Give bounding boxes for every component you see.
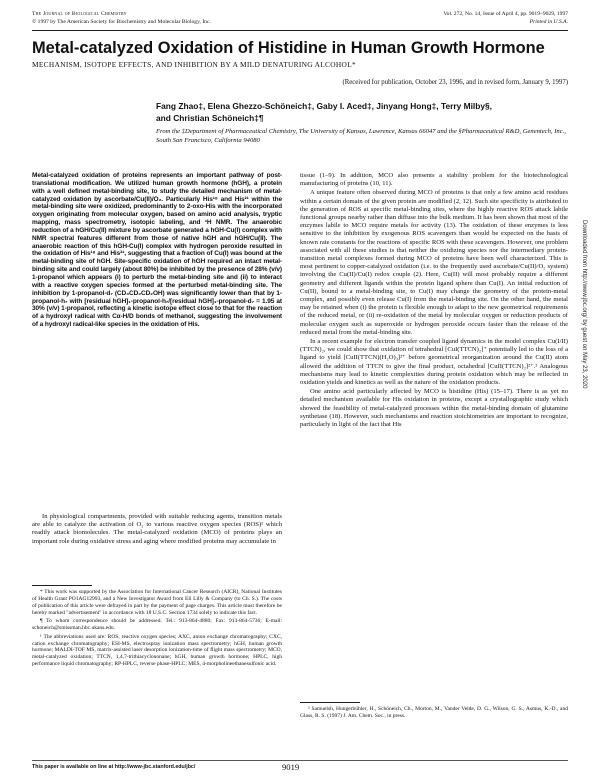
issue-header [443, 11, 568, 26]
body-paragraph: tissue (1–9). In addition, MCO also presents a stability problem for the biotechnological manufacturing of proteins (10, 11). [300, 172, 568, 188]
download-watermark [578, 220, 590, 417]
body-paragraph: A unique feature often observed during MCO of proteins is that only a few amino acid residues within a certain domain of the given protein are modified (2, 12). Such site specificity is attributed to the generation of ROS at specific metal-binding sites, where the highly reactive ROS attack labile functional groups nearby rather than diffuse into the bulk medium. It has been shown that most of the enzymes labile to MCO require metals for activity (13). The oxidation of these enzymes is less sensitive to the inhibition by exogenous ROS scavengers than would be expected on the basis of known rate constants for the reactions of specific ROS with these scavengers. However, one problem associated with all these studies is that neither the oxidizing species nor the intermediary protein-transition metal complexes formed during MCO of proteins have been well characterized. This is most pertinent to copper-catalyzed oxidation (i.e. to the frequently used ascorbate/Cu(II)/O₂ system) involving the Cu(II)/Cu(I) redox couple (2). Here, Cu(II) will most probably require a different geometry and different ligands within the protein ligand sphere than Cu(I). An initial reduction of Cu(II), bound to a metal-binding site, to Cu(I) may change the geometry of the protein-metal complex, and possibly even release Cu(I) from the metal-binding site. On the other hand, the metal may be retained when (i) the protein is flexible enough to adapt to the new geometrical requirements of the reduced metal, or (ii) re-oxidation of the metal by molecular oxygen or reduction products of molecular oxygen such as superoxide or hydrogen peroxide occurs faster than the release of the reduced metal from the metal-binding site. [300, 189, 568, 336]
journal-name: The Journal of Biological Chemistry [32, 11, 127, 17]
footer-rule [32, 760, 568, 761]
article-subtitle: MECHANISM, ISOTOPE EFFECTS, AND INHIBITION BY A MILD DENATURING ALCOHOL* [32, 60, 357, 69]
article-title: Metal-catalyzed Oxidation of Histidine in Human Growth Hormone [32, 39, 545, 57]
authors-line-2: and Christian Schöneich‡¶ [156, 112, 264, 123]
abstract: Metal-catalyzed oxidation of proteins represents an important pathway of post-translational modification. We utilized human growth hormone (hGH), a protein with a well defined metal-binding site, to study the detailed mechanism of metal-catalyzed oxidation by ascorbate/Cu(II)/O₂. Particularly His¹⁸ and His²¹ within the metal-binding site were oxidized, predominantly to 2-oxo-His with the incorporated oxygen originating from molecular oxygen, based on amino acid analysis, tryptic mapping, mass spectrometry, isotopic labeling, and ¹H NMR. The anaerobic reduction of a hGH/Cu(II) mixture by ascorbate generated a hGH-Cu(I) complex with NMR spectral features different from those of native hGH and hGH/Cu(II). The anaerobic reaction of this hGH-Cu(I) complex with hydrogen peroxide resulted in the oxidation of His¹⁸ and His²¹, suggesting that a fraction of Cu(I) was bound at the metal-binding site of hGH. Site-specific oxidation of hGH required an intact metal-binding site and could largely (about 80%) be inhibited by the presence of 28% (v/v) 1-propanol which appears (i) to perturb the metal-binding site and (ii) to interact with a reactive oxygen species formed at the perturbed metal-binding site. The inhibition by 1-propanol-d₇ (CD₃CD₂CD₂OH) was significantly lower than that by 1-propanol-h₇ with [residual hGH]₁-propanol-h₇/[residual hGH]₁-propanol-d₇ = 1.95 at 30% (v/v) 1-propanol, reflecting a kinetic isotope effect close to that for the reaction of a hydroxyl radical with Cα-H/D bonds of methanol, suggesting the involvement of a hydroxyl radical-like species in the oxidation of His. [32, 172, 282, 329]
page-number: 9019 [282, 762, 300, 772]
header-rule [32, 30, 568, 31]
body-paragraph: In physiological compartments, provided with suitable reducing agents, transition metals are able to catalyze the activation of O₂ to various reactive oxygen species (ROS)¹ which readily attack biomolecules. The metal-catalyzed oxidation (MCO) of proteins plays an important role during oxidative stress and aging where modified proteins may accumulate in [32, 513, 282, 545]
body-paragraph: One amino acid particularly affected by MCO is histidine (His) (15–17). There is as yet no detailed mechanism available for His oxidation in proteins, except a crystallographic study which showed the feasibility of metal-catalyzed processes within the metal-binding domain of glutamine synthetase (18). However, such mechanisms and reaction stoichiometries are important to recognize, particularly in light of the fact that His [300, 388, 568, 429]
footnotes-left [32, 589, 282, 670]
footnote-rule [32, 585, 92, 586]
copyright-line: © 1997 by The American Society for Biochemistry and Molecular Biology, Inc. [32, 18, 211, 25]
download-note: Downloaded from http://www.jbc.org/ by guest on May 23, 2020 [581, 220, 587, 389]
right-body-text [300, 172, 568, 430]
footnote-correspondence: ¶ To whom correspondence should be addressed. Tel.: 913-864-4880; Fax: 913-864-5736; E-mail: schoneich@smissman.hbc.ukans.edu. [32, 618, 282, 632]
footnote-reference: ² Samuelsh, Hungerbühler, H., Schöneich, Ch., Morton, M., Vander Velde, D. G., Wilson, G. S., Asmus, K.-D., and Glass, R. S. (1997) J. Am. Chem. Soc., in press. [300, 706, 568, 719]
authors-line-1: Fang Zhao‡, Elena Ghezzo-Schöneich‡, Gaby I. Aced‡, Jinyang Hong‡, Terry Milby§, [156, 101, 493, 111]
footnote-rule-right [300, 702, 360, 703]
availability-note: This paper is available on line at http://www-jbc.stanford.edu/jbc/ [32, 764, 196, 770]
body-paragraph: In a recent example for electron transfer coupled ligand dynamics in the model complex Cu(I/II)(TTCN)₂, we could show that oxidation of tetrahedral [CuI(TTCN)₂]⁺ potentially led to the loss of a ligand to yield [CuII(TTCN)(H₂O)₃]²⁺ before geometrical reorganization around the Cu(II) atom allowed the addition of TTCN to give the final product, octahedral [CuII(TTCN)₂]²⁺.² Analogous mechanisms may lead to kinetic complexities during protein oxidation which may be reflected in oxidation yields and kinetics as well as the nature of the oxidation products. [300, 338, 568, 387]
author-list [156, 101, 568, 124]
footnote-right [300, 706, 568, 720]
left-body-text [32, 513, 282, 547]
printed-in: Printed in U.S.A. [529, 18, 568, 25]
journal-header [32, 11, 211, 26]
volume-info: Vol. 272, No. 14, Issue of April 4, pp. 9019–9029, 1997 [443, 11, 568, 17]
footnote-funding: * This work was supported by the Association for International Cancer Research (AICR), National Institutes of Health Grant PO1AG12993, and a New Investigator Award from Eli Lilly & Company (to Ch. S.). The costs of publication of this article were defrayed in part by the payment of page charges. This article must therefore be hereby marked "advertisement" in accordance with 18 U.S.C. Section 1734 solely to indicate this fact. [32, 589, 282, 616]
footnote-abbreviations: ¹ The abbreviations used are: ROS, reactive oxygen species; AXC, anion exchange chromatography; CXC, cation exchange chromatography; ESI-MS, electrospray ionization mass spectrometry; hGH, human growth hormone; MALDI-TOF MS, matrix-assisted laser desorption ionization-time of flight mass spectrometry; MCO, metal-catalyzed oxidation; TTCN, 1,4,7-trithiacyclononane; hGH, human growth hormone; HPLC, high performance liquid chromatography; RP-HPLC, reverse phase-HPLC; MES, 4-morpholineethanesulfonic acid. [32, 633, 282, 668]
received-dates: (Received for publication, October 23, 1996, and in revised form, January 9, 1997) [342, 79, 568, 86]
affiliations: From the ‡Department of Pharmaceutical Chemistry, The University of Kansas, Lawrence, Kansas 66047 and the §Pharmaceutical R&D, Genentech, Inc., South San Francisco, California 94080 [156, 128, 566, 144]
